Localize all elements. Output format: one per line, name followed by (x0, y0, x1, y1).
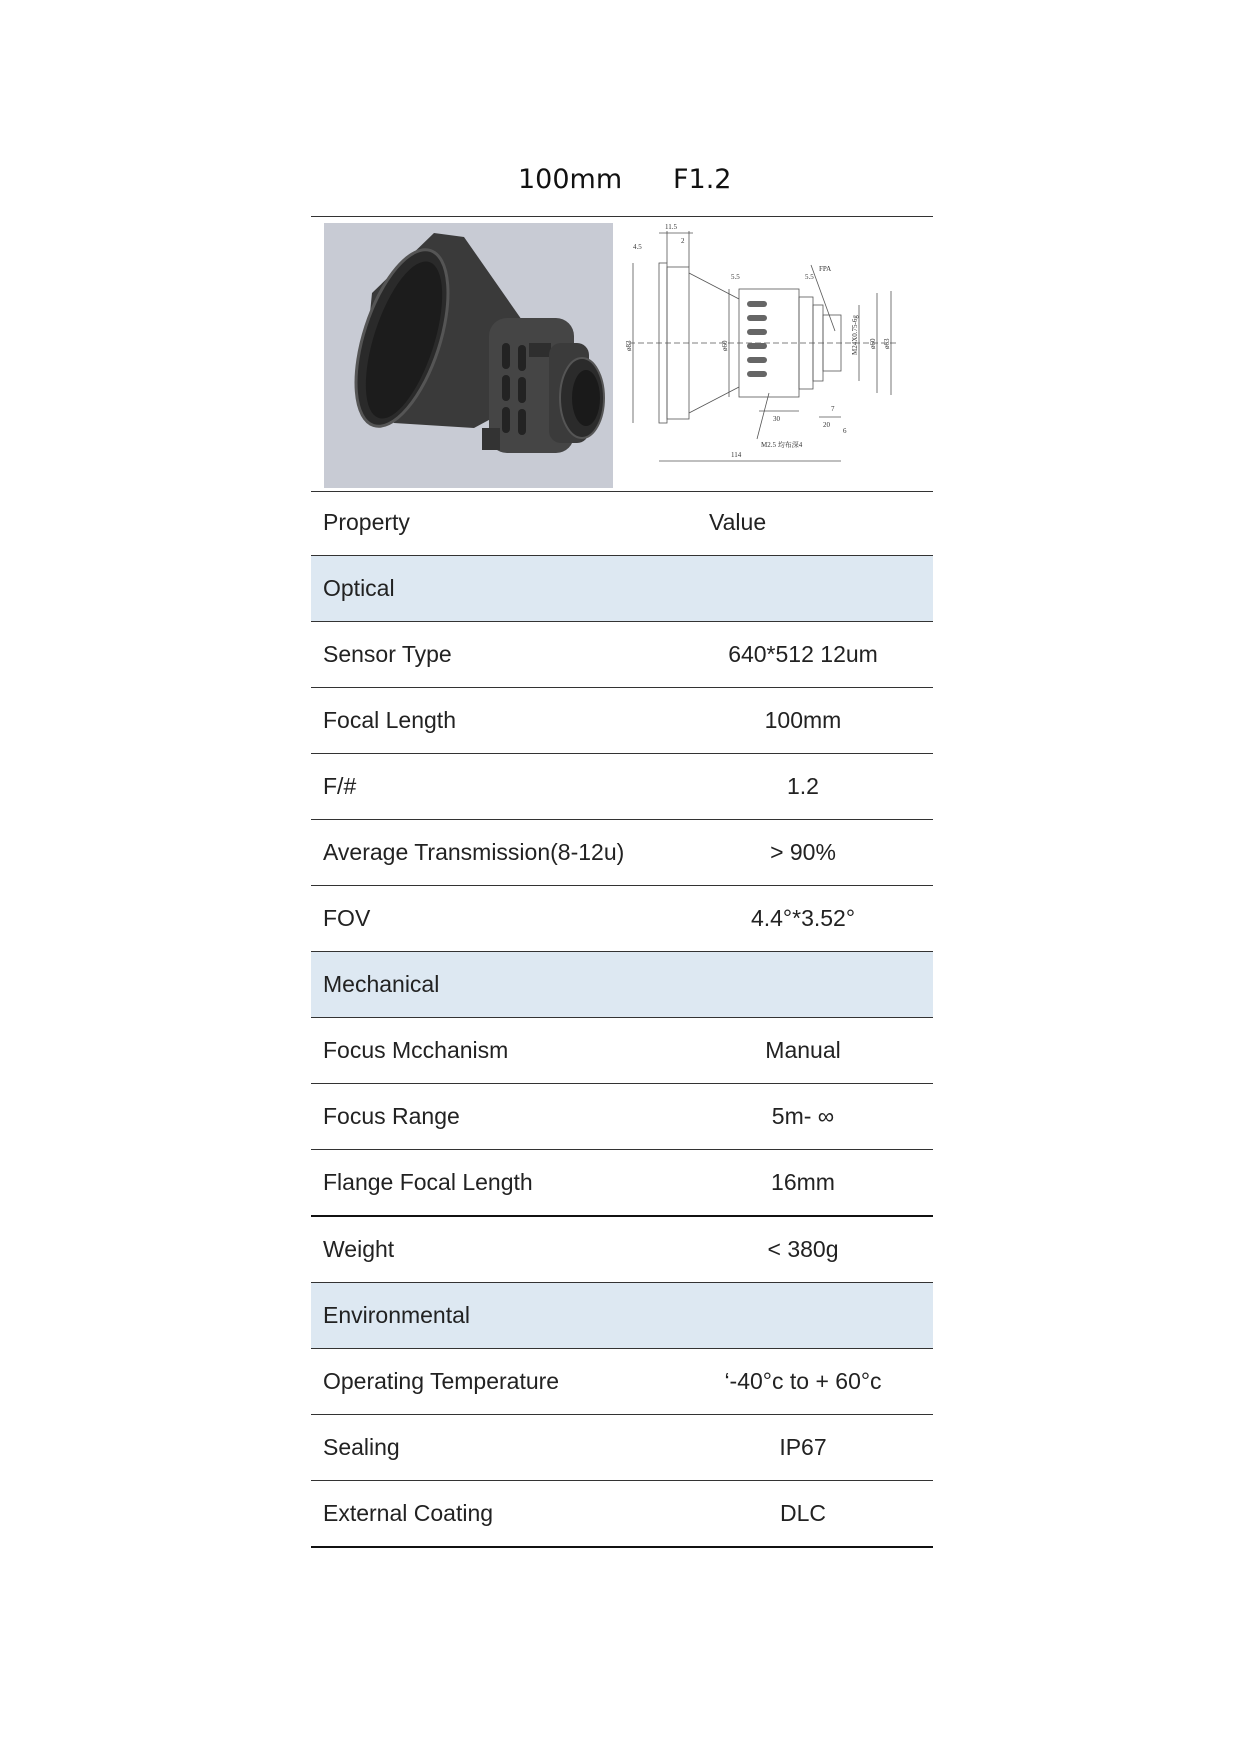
row-value: > 90% (673, 820, 933, 886)
section-optical (311, 556, 933, 622)
table-header-row (311, 490, 933, 556)
row-value: 1.2 (673, 754, 933, 820)
dim-20: 20 (823, 421, 830, 429)
table-row (311, 1084, 933, 1150)
table-row (311, 820, 933, 886)
row-label: External Coating (311, 1481, 673, 1548)
row-label: Flange Focal Length (311, 1150, 673, 1217)
row-label: Sealing (311, 1415, 673, 1481)
row-label: Sensor Type (311, 622, 673, 688)
title-aperture: F1.2 (673, 164, 732, 195)
thread-label: M24X0.75-6g (851, 315, 859, 355)
row-value: Manual (673, 1018, 933, 1084)
row-label: Focus Mcchanism (311, 1018, 673, 1084)
section-label: Environmental (311, 1283, 933, 1349)
section-mechanical (311, 952, 933, 1018)
dim-6: 6 (843, 427, 847, 435)
lens-technical-drawing (619, 221, 931, 489)
table-row (311, 688, 933, 754)
dim-4-5: 4.5 (633, 243, 642, 251)
specifications-table (311, 490, 933, 1548)
fpa-label: FPA (819, 265, 832, 273)
row-value: 4.4°*3.52° (673, 886, 933, 952)
table-row (311, 622, 933, 688)
table-row (311, 1481, 933, 1548)
row-label: Weight (311, 1216, 673, 1283)
row-value: 5m- ∞ (673, 1084, 933, 1150)
row-value: < 380g (673, 1216, 933, 1283)
dim-11-5: 11.5 (665, 223, 677, 231)
lens-photo (324, 223, 613, 488)
document-title (0, 164, 1241, 208)
header-property: Property (311, 490, 673, 556)
dim-114: 114 (731, 451, 742, 459)
dim-phi-60-a: ø60 (721, 340, 729, 351)
row-value: 16mm (673, 1150, 933, 1217)
row-label: FOV (311, 886, 673, 952)
section-environmental (311, 1283, 933, 1349)
table-row (311, 1349, 933, 1415)
dim-phi-83: ø83 (625, 340, 633, 351)
dim-5-5-b: 5.5 (805, 273, 814, 281)
row-label: F/# (311, 754, 673, 820)
row-value: 100mm (673, 688, 933, 754)
title-focal-length: 100mm (518, 164, 623, 195)
table-row (311, 754, 933, 820)
row-label: Focal Length (311, 688, 673, 754)
table-row (311, 1018, 933, 1084)
row-value: ‘-40°c to + 60°c (673, 1349, 933, 1415)
table-row (311, 1216, 933, 1283)
row-label: Operating Temperature (311, 1349, 673, 1415)
row-label: Average Transmission(8-12u) (311, 820, 673, 886)
table-row (311, 1150, 933, 1217)
row-label: Focus Range (311, 1084, 673, 1150)
dim-7: 7 (831, 405, 835, 413)
table-row (311, 1415, 933, 1481)
section-label: Mechanical (311, 952, 933, 1018)
product-figure (311, 216, 933, 492)
row-value: DLC (673, 1481, 933, 1548)
dim-2: 2 (681, 237, 685, 245)
table-row (311, 886, 933, 952)
row-value: IP67 (673, 1415, 933, 1481)
section-label: Optical (311, 556, 933, 622)
dim-phi-63: ø63 (883, 338, 891, 349)
header-value: Value (673, 490, 933, 556)
dim-phi-60-b: ø60 (869, 338, 877, 349)
dim-30: 30 (773, 415, 780, 423)
dim-5-5-a: 5.5 (731, 273, 740, 281)
row-value: 640*512 12um (673, 622, 933, 688)
screw-label: M2.5 均布深4 (761, 441, 803, 449)
